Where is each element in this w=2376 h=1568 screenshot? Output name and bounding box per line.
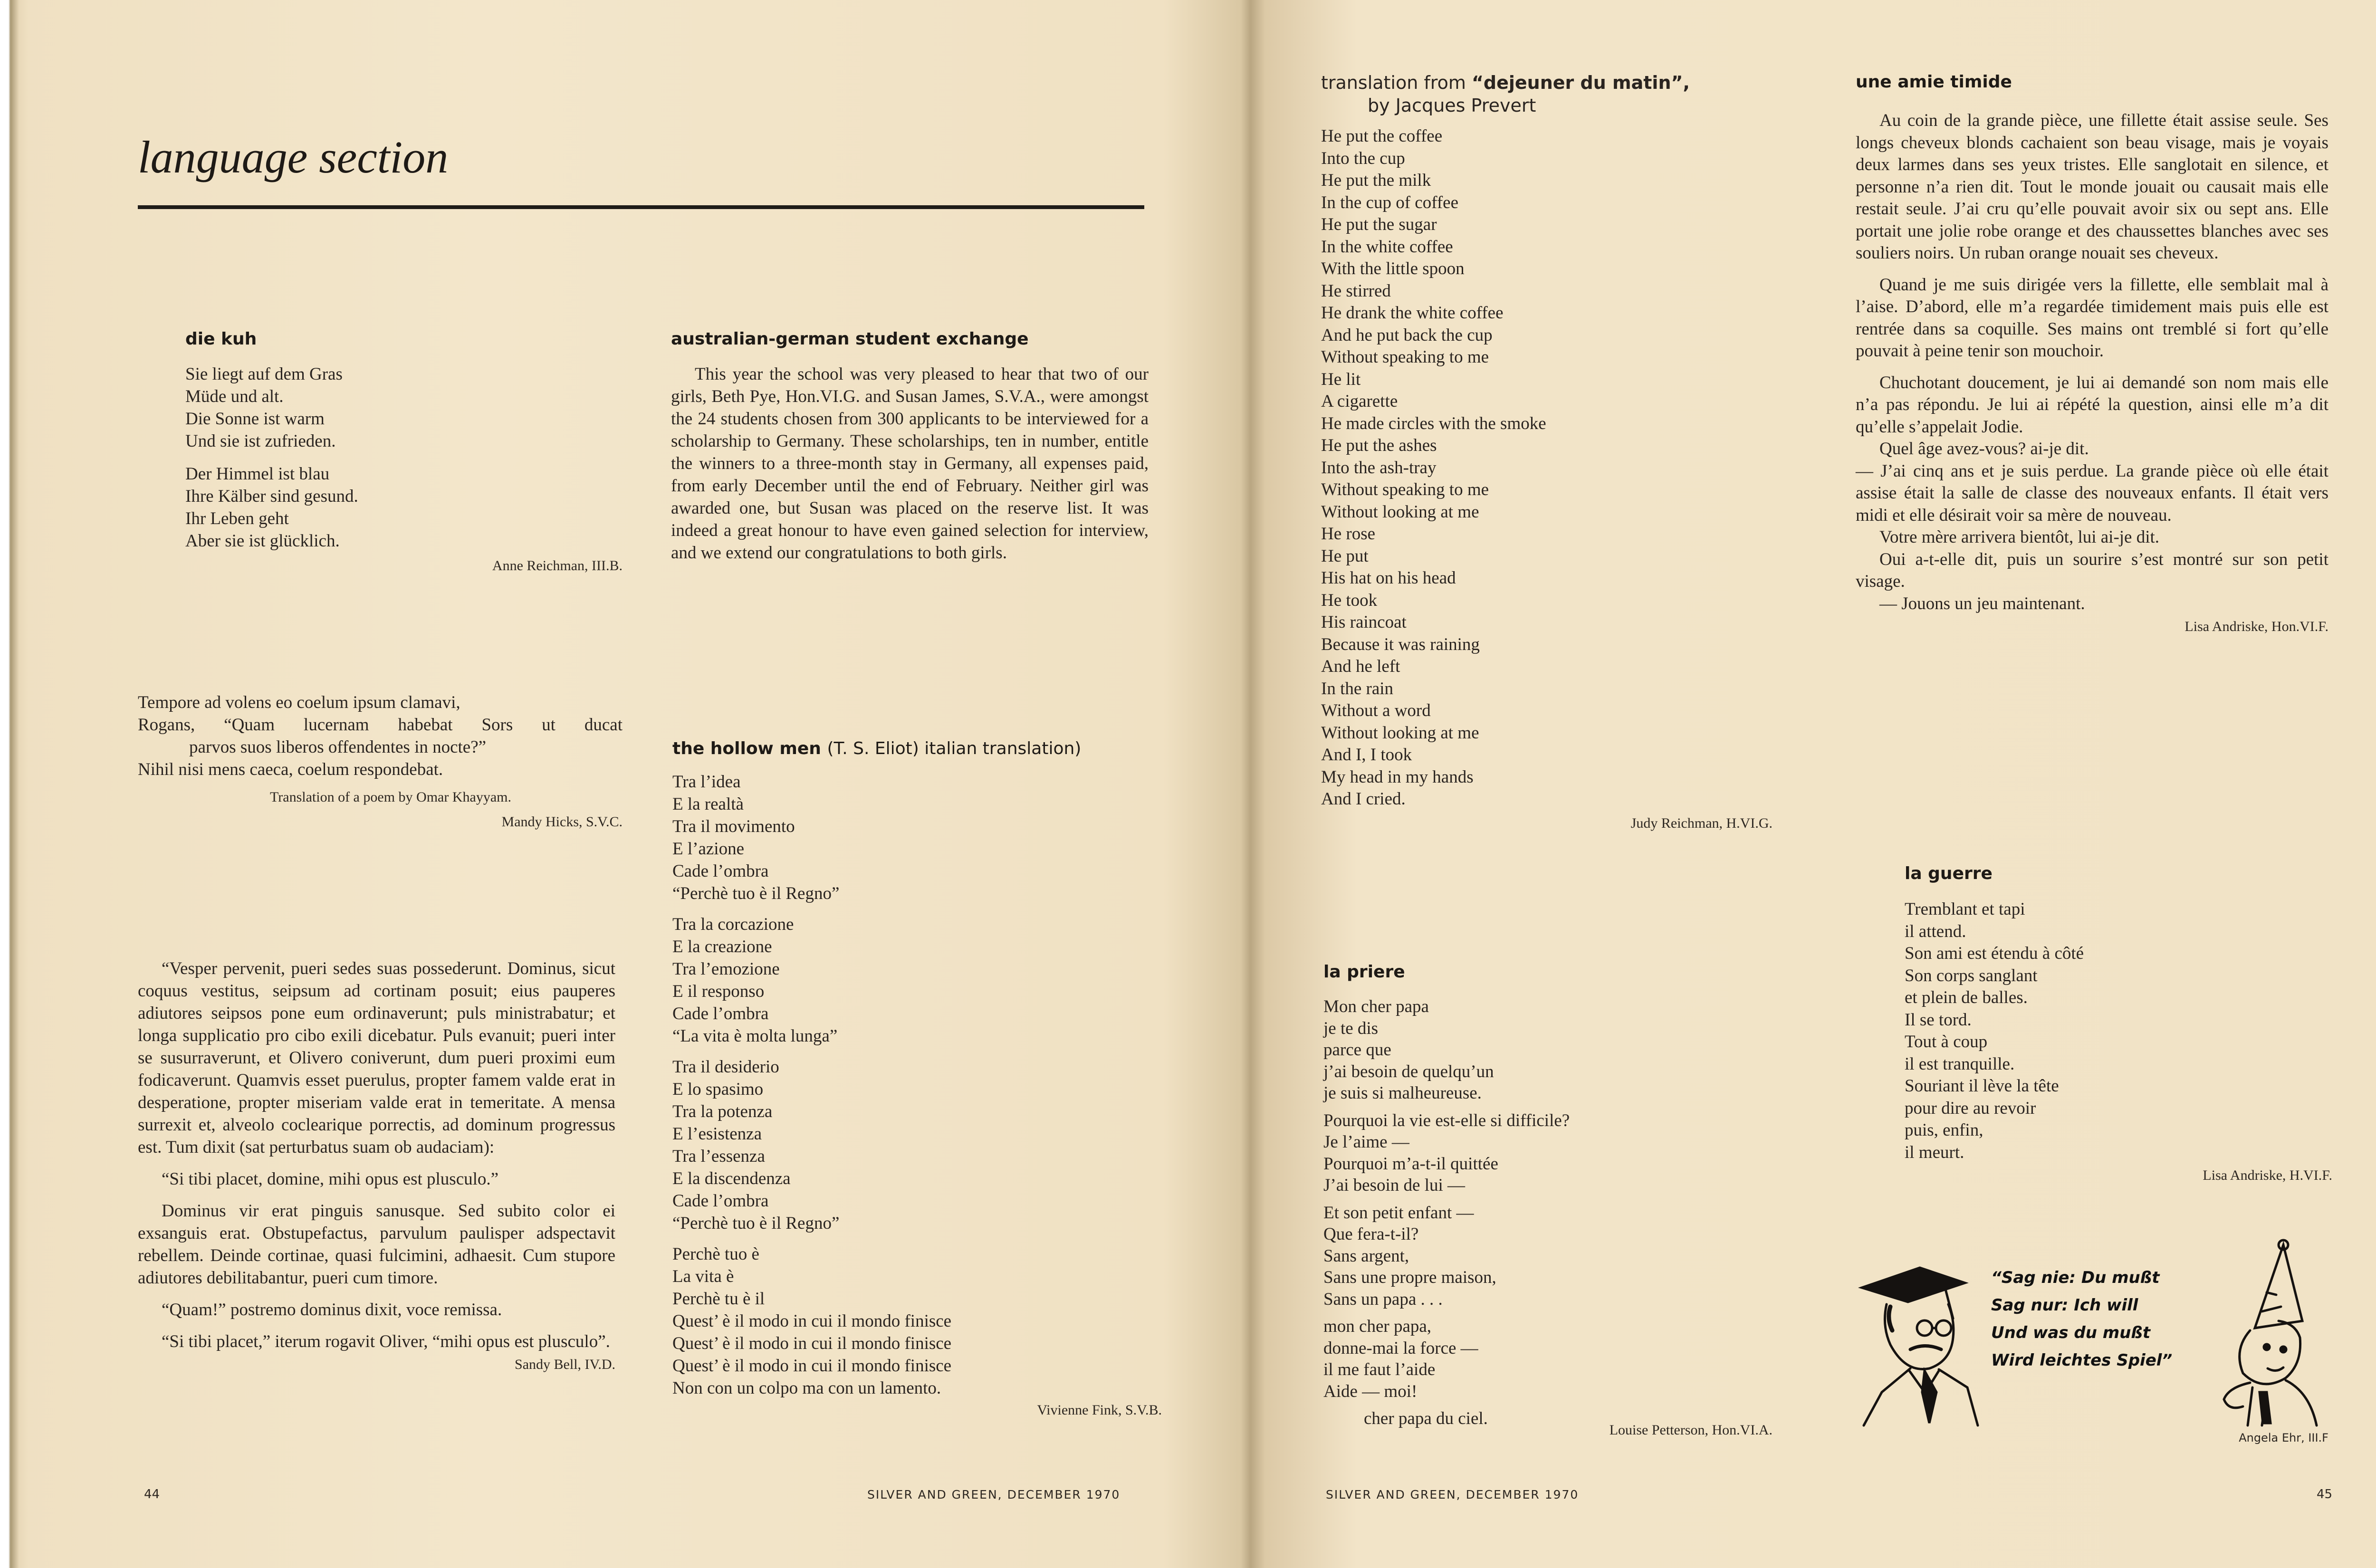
footer-left: SILVER AND GREEN, DECEMBER 1970 xyxy=(867,1488,1121,1501)
caption-line: Und was du mußt xyxy=(1991,1323,2151,1342)
poem-line: My head in my hands xyxy=(1321,767,1474,787)
dialogue-line: — Jouons un jeu maintenant. xyxy=(1879,593,2085,613)
poem-title: la guerre xyxy=(1905,864,1993,883)
poem-line: donne-mai la force — xyxy=(1323,1338,1478,1358)
poem-line: Cade l’ombra xyxy=(672,1191,769,1211)
poem-line: Mon cher papa xyxy=(1323,997,1429,1016)
poem-title: la priere xyxy=(1323,962,1405,982)
poem-line: “Perchè tuo è il Regno” xyxy=(672,884,840,903)
poem-line: E la realtà xyxy=(672,794,744,814)
poem-line: E lo spasimo xyxy=(672,1080,764,1099)
paragraph: Quand je me suis dirigée vers la fillette, elle semblait mal à l’aise. D’abord, elle m’a regardée timidement mais puis elle est rentrée dans sa coquille. Ses mains ont tremblé si fort qu’elle pouvait à peine tenir son mouchoir. xyxy=(1856,275,2328,361)
poem-line: Ihre Kälber sind gesund. xyxy=(185,487,358,506)
poem-line: E la discendenza xyxy=(672,1169,791,1188)
poem-line: Et son petit enfant — xyxy=(1323,1203,1474,1223)
poem-line: puis, enfin, xyxy=(1905,1120,1983,1140)
poem-line: Souriant il lève la tête xyxy=(1905,1076,2059,1096)
poem-title-text: the hollow men xyxy=(672,739,821,758)
poem-line: il attend. xyxy=(1905,921,1966,941)
poem-line: Into the ash-tray xyxy=(1321,458,1437,478)
paragraph: Dominus vir erat pinguis sanusque. Sed subito color ei exsanguis erat. Obstupefactus, parvulum paulisper adspectavit rebellem. Deinde cortinae, quasi fulcimini, adhaesit. Cum stupore adiutores debilitabantur, pueri cum timore. xyxy=(138,1201,615,1288)
poem-line: He put the ashes xyxy=(1321,436,1437,455)
poem-body xyxy=(1323,996,1772,1430)
poem-line: Tra il desiderio xyxy=(672,1057,779,1077)
latin-poem xyxy=(138,691,623,830)
dialogue-line: Votre mère arrivera bientôt, lui ai-je dit. xyxy=(1879,527,2160,547)
poem-line: He put the milk xyxy=(1321,171,1431,190)
poem-line: Quest’ è il modo in cui il mondo finisce xyxy=(672,1311,952,1331)
poem-line: Cade l’ombra xyxy=(672,861,769,881)
poem-line: Without looking at me xyxy=(1321,502,1479,522)
poem-line: Without speaking to me xyxy=(1321,347,1489,367)
poem-line: Because it was raining xyxy=(1321,634,1480,654)
poem-line: Without a word xyxy=(1321,701,1431,720)
poem-line: “La vita è molta lunga” xyxy=(672,1026,838,1046)
poem-line: He drank the white coffee xyxy=(1321,303,1504,323)
paragraph: “Si tibi placet,” iterum rogavit Oliver, “mihi opus est plusculo”. xyxy=(162,1332,610,1351)
poem-line: Tempore ad volens eo coelum ipsum clamavi, xyxy=(138,693,460,712)
poem-line: Der Himmel ist blau xyxy=(185,464,330,484)
page-number-right: 45 xyxy=(2317,1487,2333,1501)
poem-title xyxy=(672,739,1162,758)
poem-byline: by Jacques Prevert xyxy=(1368,95,1536,116)
author-credit: Judy Reichman, H.VI.G. xyxy=(1630,815,1772,831)
poem-line: Tra la potenza xyxy=(672,1102,773,1121)
paragraph: “Quam!” postremo dominus dixit, voce remissa. xyxy=(162,1300,502,1319)
author-credit: Anne Reichman, III.B. xyxy=(492,558,623,574)
poem-line: Tra l’emozione xyxy=(672,959,780,979)
poem-line: il meurt. xyxy=(1905,1142,1964,1162)
paragraph: “Vesper pervenit, pueri sedes suas possederunt. Dominus, sicut coquus vestitus, seipsum ad cortinam posuit; eius pauperes adiutores seipsos pone eum ordinaverunt; puls ministrabatur; et longa supplicatio pro cibo exili dicebatur. Puls evanuit; pueri inter se susurraverunt, et Olivero coniverunt, dum pueri proximi eum fodicaverunt. Quamvis esset puerulus, propter famem valde erat in desperatione, propter miseriam valde erat in temeritate. A mensa surrexit et, alveolo coclearique porrectis, ad dominum progressus est. Tum dixit (sat perturbatus suam ob audaciam): xyxy=(138,959,615,1157)
poem-line: Perchè tu è il xyxy=(672,1289,765,1309)
poem-line: Je l’aime — xyxy=(1323,1132,1409,1152)
poem-line: Pourquoi la vie est-elle si difficile? xyxy=(1323,1110,1570,1130)
poem-line: Sans un papa . . . xyxy=(1323,1289,1443,1309)
poem-line: Son ami est étendu à côté xyxy=(1905,944,2084,963)
poem-line: J’ai besoin de lui — xyxy=(1323,1176,1466,1195)
poem-line: His raincoat xyxy=(1321,612,1407,632)
translation-note: Translation of a poem by Omar Khayyam. xyxy=(270,789,511,805)
poem-line: A cigarette xyxy=(1321,392,1398,411)
poem-line: He put the coffee xyxy=(1321,126,1443,146)
paragraph: Au coin de la grande pièce, une fillette était assise seule. Ses longs cheveux blonds cachaient son beau visage, mais je voyais deux larmes dans ses yeux tristes. Elle sanglotait en silence, et personne n’a rien dit. Tout le monde jouait ou causait mais elle restait seule. J’ai cru qu’elle pouvait avoir six ou sept ans. Elle portait une jolie robe orange et des chaussettes blanches avec ses souliers noirs. Un ruban orange nouait ses cheveux. xyxy=(1856,111,2328,263)
author-credit: Lisa Andriske, H.VI.F. xyxy=(2203,1167,2332,1183)
poem-guerre xyxy=(1905,864,2332,1184)
poem-line: Il se tord. xyxy=(1905,1010,1972,1030)
poem-line: And I cried. xyxy=(1321,789,1406,809)
page-number-left: 44 xyxy=(144,1487,160,1501)
poem-line: And he put back the cup xyxy=(1321,325,1493,345)
caption-line: Sag nur: Ich will xyxy=(1991,1296,2138,1315)
poem-line: La vita è xyxy=(672,1267,734,1286)
poem-closing: cher papa du ciel. xyxy=(1364,1409,1488,1428)
poem-line: Perchè tuo è xyxy=(672,1244,759,1264)
poem-subtitle: (T. S. Eliot) italian translation) xyxy=(827,739,1082,758)
poem-line: Without speaking to me xyxy=(1321,480,1489,499)
poem-line: In the rain xyxy=(1321,679,1394,698)
paragraph: “Si tibi placet, domine, mihi opus est plusculo.” xyxy=(162,1169,499,1189)
poem-line: He stirred xyxy=(1321,281,1391,301)
poem-line: Non con un colpo ma con un lamento. xyxy=(672,1378,941,1398)
poem-line: Without looking at me xyxy=(1321,723,1479,743)
poem-line: E l’azione xyxy=(672,839,744,859)
poem-priere xyxy=(1323,962,1772,1438)
footer-right: SILVER AND GREEN, DECEMBER 1970 xyxy=(1326,1488,1579,1501)
poem-line: Tra l’idea xyxy=(672,772,741,792)
poem-line: je te dis xyxy=(1323,1018,1379,1038)
author-credit: Mandy Hicks, S.V.C. xyxy=(501,814,623,830)
poem-line: Quest’ è il modo in cui il mondo finisce xyxy=(672,1356,952,1376)
poem-body xyxy=(672,771,1162,1399)
article-title: australian-german student exchange xyxy=(671,329,1029,349)
poem-line: Ihr Leben geht xyxy=(185,509,289,528)
poem-line: parvos suos liberos offendentes in nocte?” xyxy=(189,737,487,757)
poem-line: Tremblant et tapi xyxy=(1905,899,2025,919)
cartoon-illustration xyxy=(1853,1235,2338,1449)
caption-line: “Sag nie: Du mußt xyxy=(1991,1268,2160,1287)
poem-line: Und sie ist zufrieden. xyxy=(185,431,336,451)
page-edge-left xyxy=(0,0,29,1568)
latin-story xyxy=(138,957,615,1373)
poem-line: He rose xyxy=(1321,524,1376,544)
poem-title: “dejeuner du matin”, xyxy=(1471,72,1690,93)
author-credit: Lisa Andriske, Hon.VI.F. xyxy=(2184,619,2328,634)
poem-line: parce que xyxy=(1323,1040,1391,1060)
story-body xyxy=(1856,110,2328,615)
poem-line: Sie liegt auf dem Gras xyxy=(185,364,343,384)
story-body xyxy=(138,957,615,1353)
poem-line: “Perchè tuo è il Regno” xyxy=(672,1214,840,1233)
poem-line: Cade l’ombra xyxy=(672,1004,769,1023)
poem-body xyxy=(1321,125,1772,811)
poem-line: j’ai besoin de quelqu’un xyxy=(1323,1061,1494,1081)
poem-body xyxy=(1905,899,2332,1164)
story-title: une amie timide xyxy=(1856,72,2012,92)
poem-line: Aide — moi! xyxy=(1323,1381,1418,1401)
poem-die-kuh xyxy=(185,329,623,574)
poem-line: Into the cup xyxy=(1321,148,1405,168)
caption-line: Wird leichtes Spiel” xyxy=(1991,1351,2173,1370)
poem-line: Müde und alt. xyxy=(185,387,284,406)
poem-line: E il responso xyxy=(672,982,765,1001)
poem-line: Sans une propre maison, xyxy=(1323,1268,1496,1287)
poem-line: pour dire au revoir xyxy=(1905,1098,2036,1118)
poem-line: Tra la corcazione xyxy=(672,915,794,934)
poem-line: Nihil nisi mens caeca, coelum respondebat. xyxy=(138,760,443,779)
poem-line: And I, I took xyxy=(1321,745,1412,765)
poem-line: mon cher papa, xyxy=(1323,1317,1432,1336)
poem-line: Que fera-t-il? xyxy=(1323,1224,1419,1244)
poem-line: Aber sie ist glücklich. xyxy=(185,531,340,551)
poem-line: E l’esistenza xyxy=(672,1124,762,1144)
title-prefix: translation from xyxy=(1321,72,1466,93)
poem-line: il me faut l’aide xyxy=(1323,1360,1436,1379)
poem-title: die kuh xyxy=(185,329,257,349)
story-amie-timide xyxy=(1856,72,2328,635)
poem-hollow-men xyxy=(672,739,1162,1418)
poem-body xyxy=(185,363,623,552)
cartoon-caption xyxy=(1991,1264,2172,1374)
poem-line: Tra il movimento xyxy=(672,817,795,836)
poem-line: Tout à coup xyxy=(1905,1032,1988,1052)
poem-line: He took xyxy=(1321,590,1378,610)
poem-line: et plein de balles. xyxy=(1905,988,2028,1007)
poem-line: With the little spoon xyxy=(1321,259,1465,278)
dialogue-line: Oui a-t-elle dit, puis un sourire s’est montré sur son petit visage. xyxy=(1856,549,2328,591)
poem-line: Tra l’essenza xyxy=(672,1147,765,1166)
poem-line: And he left xyxy=(1321,657,1400,676)
poem-line: Die Sonne ist warm xyxy=(185,409,325,429)
author-credit: Vivienne Fink, S.V.B. xyxy=(1037,1402,1162,1418)
poem-heading xyxy=(1321,72,1772,93)
poem-line: He lit xyxy=(1321,369,1361,389)
poem-line: E la creazione xyxy=(672,937,772,956)
poem-line: Rogans, “Quam lucernam habebat Sors ut ducat xyxy=(138,715,623,735)
poem-line: He put xyxy=(1321,546,1369,566)
poem-line: He made circles with the smoke xyxy=(1321,413,1546,433)
poem-line: In the cup of coffee xyxy=(1321,192,1459,212)
dialogue-line: Quel âge avez-vous? ai-je dit. xyxy=(1879,439,2089,459)
poem-line: In the white coffee xyxy=(1321,237,1453,257)
author-credit: Sandy Bell, IV.D. xyxy=(515,1357,615,1372)
poem-line: Son corps sanglant xyxy=(1905,966,2038,985)
exchange-article xyxy=(671,329,1149,564)
poem-line: Sans argent, xyxy=(1323,1246,1409,1266)
cartoon-artist-credit: Angela Ehr, III.F xyxy=(2239,1431,2328,1444)
section-title: language section xyxy=(138,132,449,182)
author-credit: Louise Petterson, Hon.VI.A. xyxy=(1609,1422,1772,1438)
article-body: This year the school was very pleased to hear that two of our girls, Beth Pye, Hon.VI.G. and Susan James, S.V.A., were amongst the 24 students chosen from 300 applicants to be interviewed for a scholarship to Germany. These scholarships, ten in number, entitle the winners to a three-month stay in Germany, all expenses paid, from early December until the end of February. Neither girl was awarded one, but Susan was placed on the reserve list. It was indeed a great honour to have even gained selection for interview, and we extend our congratulations to both girls. xyxy=(671,364,1149,563)
poem-dejeuner xyxy=(1321,72,1772,832)
paragraph: Chuchotant doucement, je lui ai demandé son nom mais elle n’a pas répondu. Je lui ai répété la question, ainsi elle m’a dit qu’elle s’appelait Jodie. xyxy=(1856,373,2328,437)
title-rule xyxy=(138,205,1144,209)
poem-line: il est tranquille. xyxy=(1905,1054,2015,1074)
poem-line: Pourquoi m’a-t-il quittée xyxy=(1323,1154,1498,1174)
poem-line: His hat on his head xyxy=(1321,568,1456,588)
poem-line: je suis si malheureuse. xyxy=(1323,1083,1482,1103)
poem-line: He put the sugar xyxy=(1321,215,1437,234)
poem-line: Quest’ è il modo in cui il mondo finisce xyxy=(672,1334,952,1353)
dialogue-line: — J’ai cinq ans et je suis perdue. La grande pièce où elle était assise était la salle de classe des nouveaux enfants. Il était vers midi et elle désirait voir sa mère de nouveau. xyxy=(1856,461,2328,525)
